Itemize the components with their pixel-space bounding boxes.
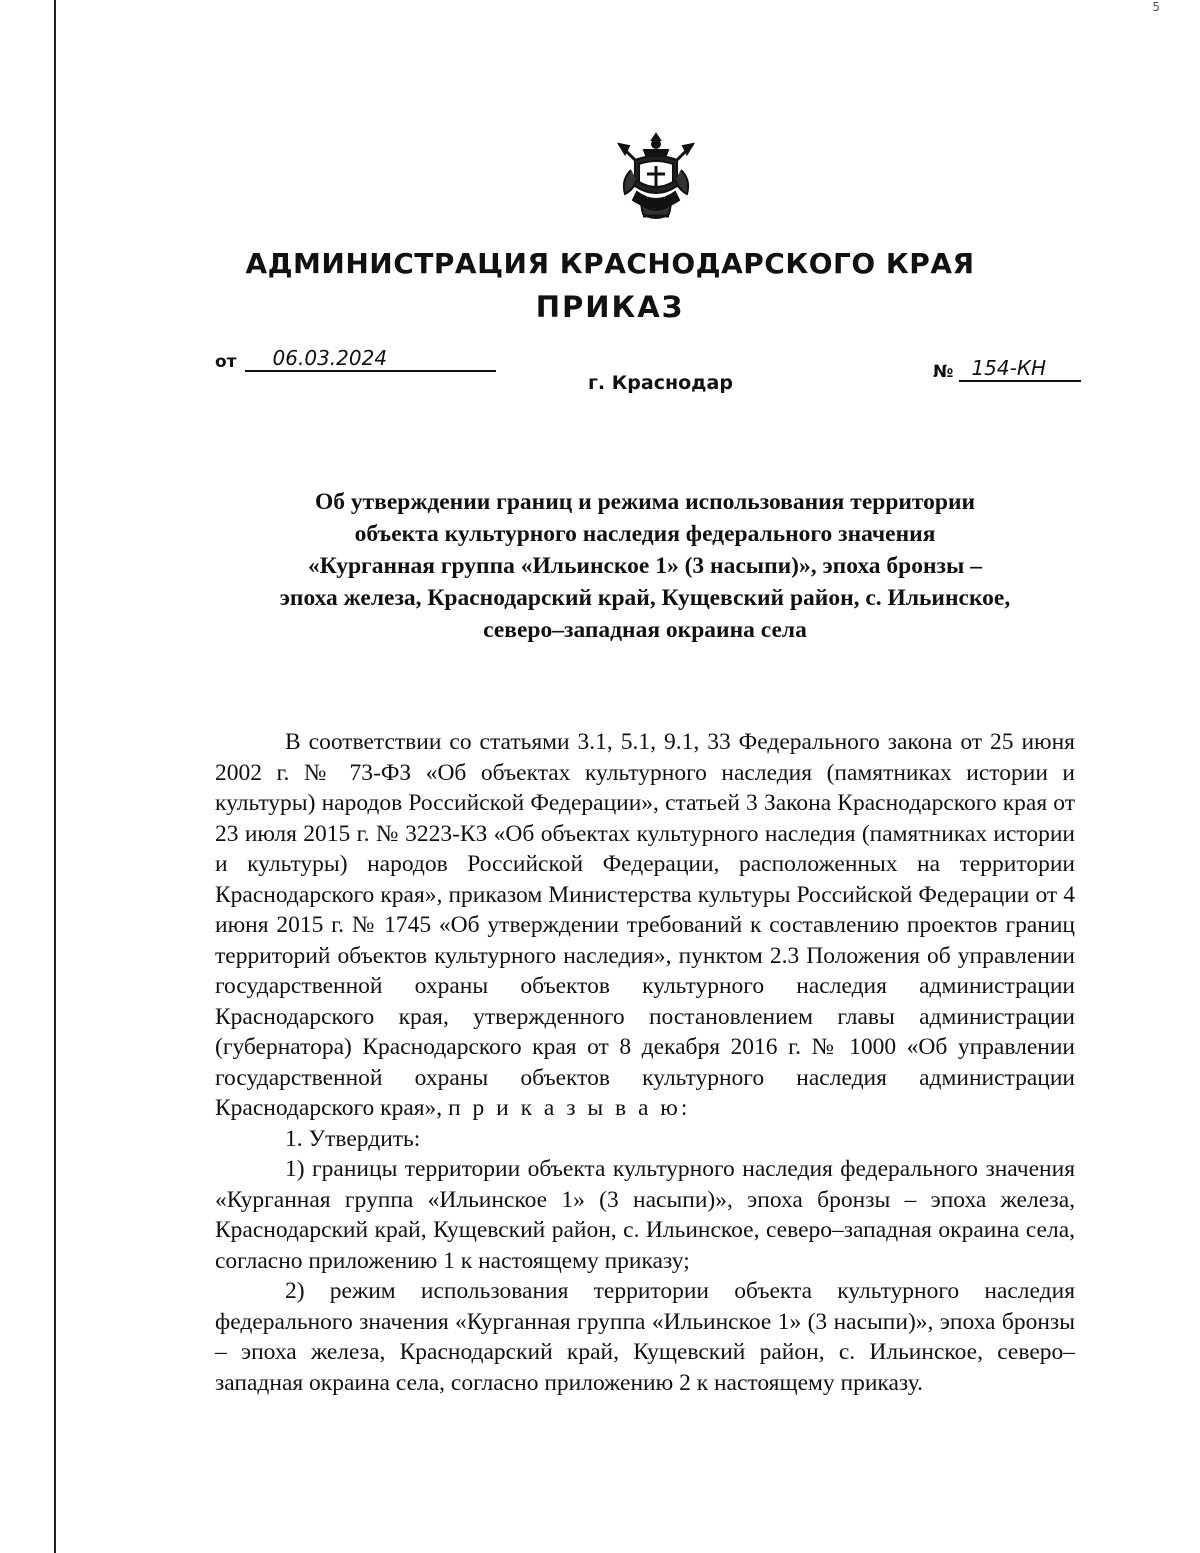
organization-title: АДМИНИСТРАЦИЯ КРАСНОДАРСКОГО КРАЯ	[245, 247, 975, 280]
scan-page-edge	[54, 0, 56, 1553]
heading-line: Об утверждении границ и режима использования территории	[314, 489, 976, 515]
item-1-1: 1) границы территории объекта культурного наследия федерального значения «Курганная группа «Ильинское 1» (3 насыпи)», эпоха бронзы – эпоха железа, Краснодарский край, Кущевский район, с. Ильинское, северо–западная окраина села, согласно приложению 1 к настоящему приказу;	[215, 1156, 1075, 1274]
date-value: 06.03.2024	[245, 346, 496, 372]
city-label: г. Краснодар	[588, 372, 733, 394]
item-1-2: 2) режим использования территории объекта культурного наследия федерального значения «Курганная группа «Ильинское 1» (3 насыпи)», эпоха бронзы – эпоха железа, Краснодарский край, Кущевский район, с. Ильинское, северо–западная окраина села, согласно приложению 2 к настоящему приказу.	[215, 1278, 1075, 1396]
number-line	[933, 356, 1081, 382]
heading-line: «Курганная группа «Ильинское 1» (3 насыпи)», эпоха бронзы –	[308, 553, 982, 579]
order-word: п р и к а з ы в а ю:	[448, 1095, 691, 1121]
document-body	[215, 727, 1075, 1398]
document-heading	[215, 486, 1075, 646]
date-prefix: от	[215, 352, 237, 372]
number-prefix: №	[933, 362, 954, 382]
document-type-title: ПРИКАЗ	[535, 290, 685, 324]
krasnodar-coat-of-arms-emblem	[613, 130, 699, 222]
heading-line: эпоха железа, Краснодарский край, Кущевский район, с. Ильинское,	[279, 585, 1011, 611]
item-1: 1. Утвердить:	[285, 1125, 421, 1152]
date-line	[215, 346, 496, 372]
heading-line: объекта культурного наследия федерального значения	[354, 521, 936, 547]
number-value: 154-КН	[959, 356, 1081, 382]
preamble-paragraph	[215, 727, 1075, 1124]
heading-line: северо–западная окраина села	[483, 617, 807, 643]
corner-mark: 5	[1152, 0, 1160, 14]
preamble-text: В соответствии со статьями 3.1, 5.1, 9.1, 33 Федерального закона от 25 июня 2002 г. № 73-ФЗ «Об объектах культурного наследия (памятниках истории и культуры) народов Российской Федерации», статьей 3 Закона Краснодарского края от 23 июля 2015 г. № 3223-КЗ «Об объектах культурного наследия (памятниках истории и культуры) народов Российской Федерации, расположенных на территории Краснодарского края», приказом Министерства культуры Российской Федерации от 4 июня 2015 г. № 1745 «Об утверждении требований к составлению проектов границ территорий объектов культурного наследия», пунктом 2.3 Положения об управлении государственной охраны объектов культурного наследия администрации Краснодарского края, утвержденного постановлением главы администрации (губернатора) Краснодарского края от 8 декабря 2016 г. № 1000 «Об управлении государственной охраны объектов культурного наследия администрации Краснодарского края»,	[215, 729, 1075, 1121]
